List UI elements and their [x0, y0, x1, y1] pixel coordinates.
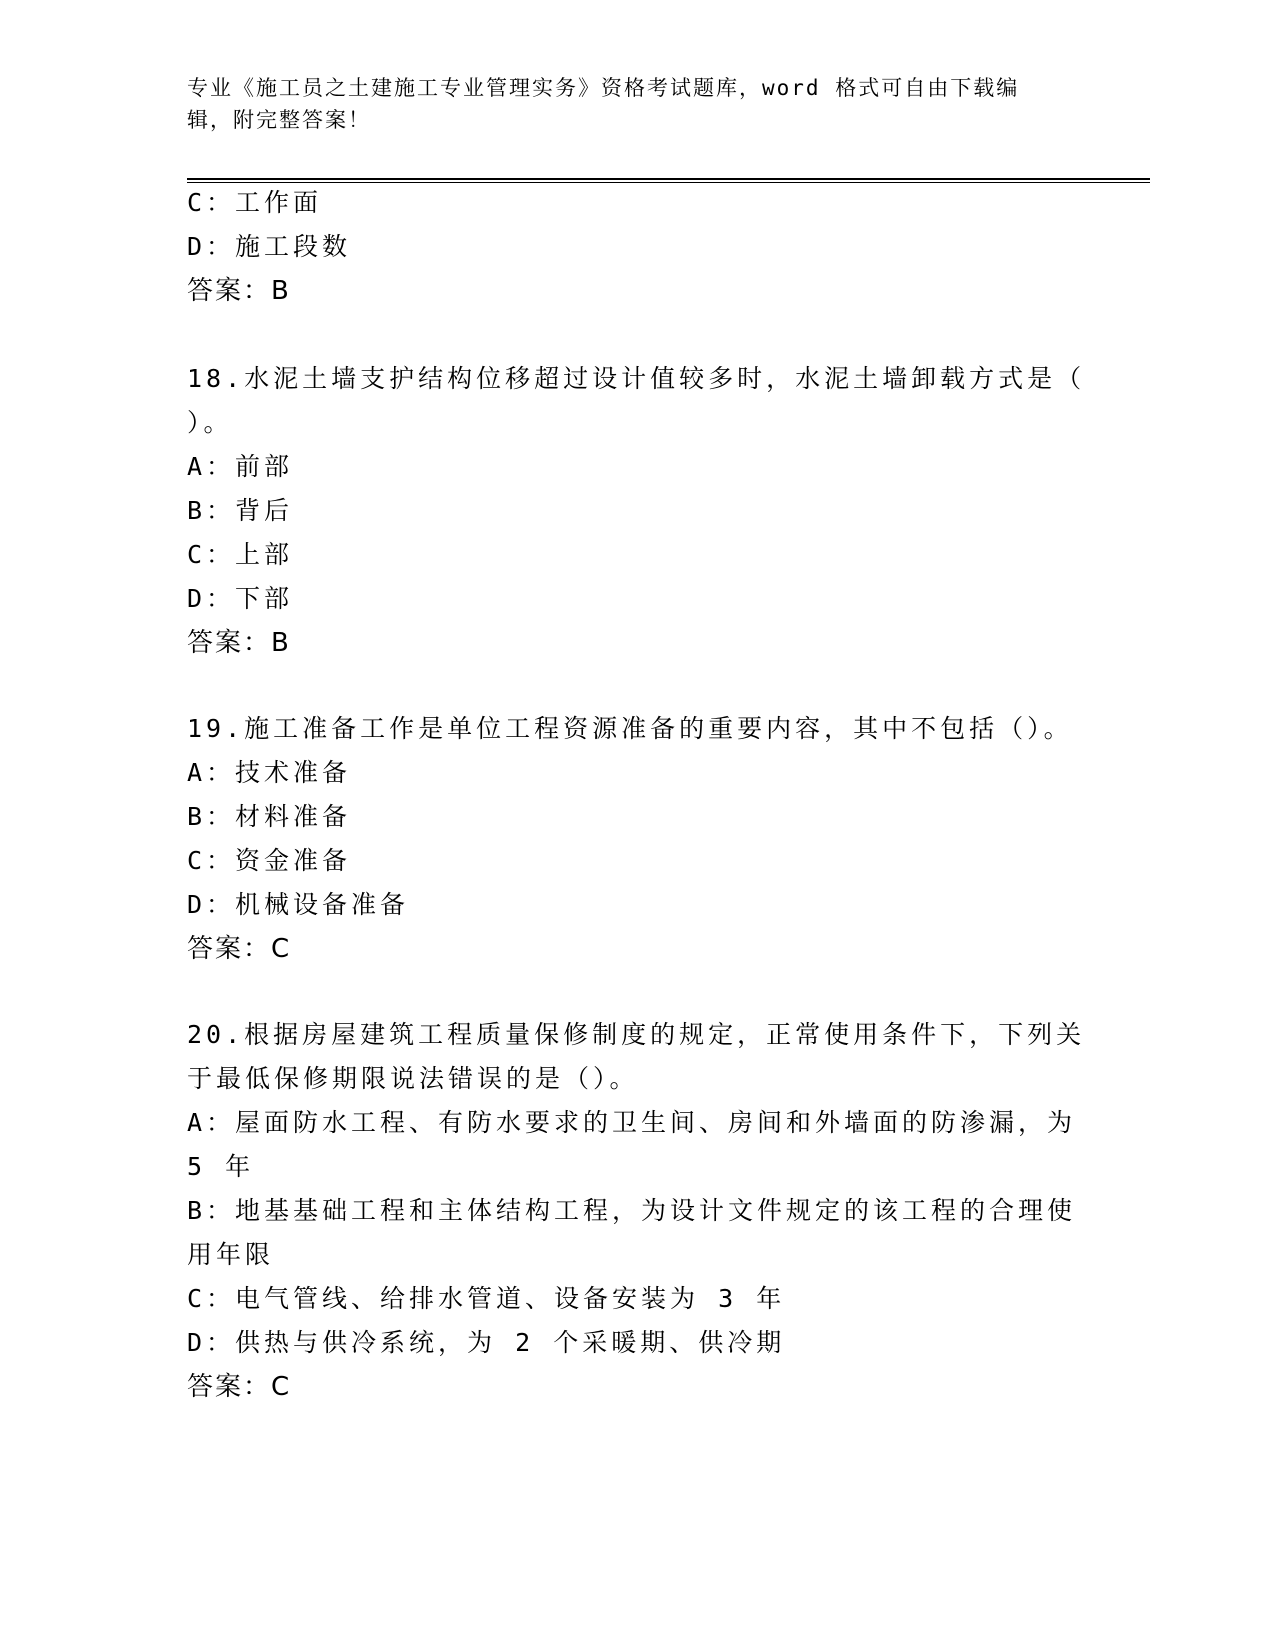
q18-stem-line-2: ）。 — [187, 408, 233, 437]
q19-option-d: D：机械设备准备 — [187, 890, 410, 919]
q19-answer: 答案：C — [187, 934, 292, 964]
q19-option-c: C：资金准备 — [187, 846, 352, 875]
q17-option-d: D：施工段数 — [187, 232, 352, 261]
q18-option-a: A：前部 — [187, 452, 294, 481]
q20-option-c: C：电气管线、给排水管道、设备安装为 3 年 — [187, 1284, 786, 1313]
q17-answer: 答案：B — [187, 276, 291, 306]
q20-stem-line-2: 于最低保修期限说法错误的是（）。 — [187, 1064, 639, 1093]
q20-option-b-line-1: B：地基基础工程和主体结构工程，为设计文件规定的该工程的合理使 — [187, 1196, 1077, 1225]
q19-option-b: B：材料准备 — [187, 802, 352, 831]
q20-stem-line-1: 20.根据房屋建筑工程质量保修制度的规定，正常使用条件下，下列关 — [187, 1020, 1086, 1049]
page-header — [187, 72, 1067, 136]
q19-option-a: A：技术准备 — [187, 758, 352, 787]
header-divider — [187, 178, 1150, 183]
q18-option-c: C：上部 — [187, 540, 294, 569]
q18-option-b: B：背后 — [187, 496, 294, 525]
q18-answer: 答案：B — [187, 628, 291, 658]
q18-option-d: D：下部 — [187, 584, 294, 613]
q20-option-a-line-2: 5 年 — [187, 1152, 255, 1181]
q19-stem-line-1: 19.施工准备工作是单位工程资源准备的重要内容，其中不包括（）。 — [187, 714, 1073, 743]
header-line-1: 专业《施工员之土建施工专业管理实务》资格考试题库，word 格式可自由下载编 — [187, 76, 1020, 100]
q18-stem-line-1: 18.水泥土墙支护结构位移超过设计值较多时，水泥土墙卸载方式是（ — [187, 364, 1086, 393]
header-line-2: 辑，附完整答案！ — [187, 108, 371, 132]
q20-option-b-line-2: 用年限 — [187, 1240, 275, 1269]
q20-answer: 答案：C — [187, 1372, 292, 1402]
q20-option-d: D：供热与供冷系统，为 2 个采暖期、供冷期 — [187, 1328, 786, 1357]
q17-option-c: C：工作面 — [187, 188, 323, 217]
q20-option-a-line-1: A：屋面防水工程、有防水要求的卫生间、房间和外墙面的防渗漏，为 — [187, 1108, 1077, 1137]
